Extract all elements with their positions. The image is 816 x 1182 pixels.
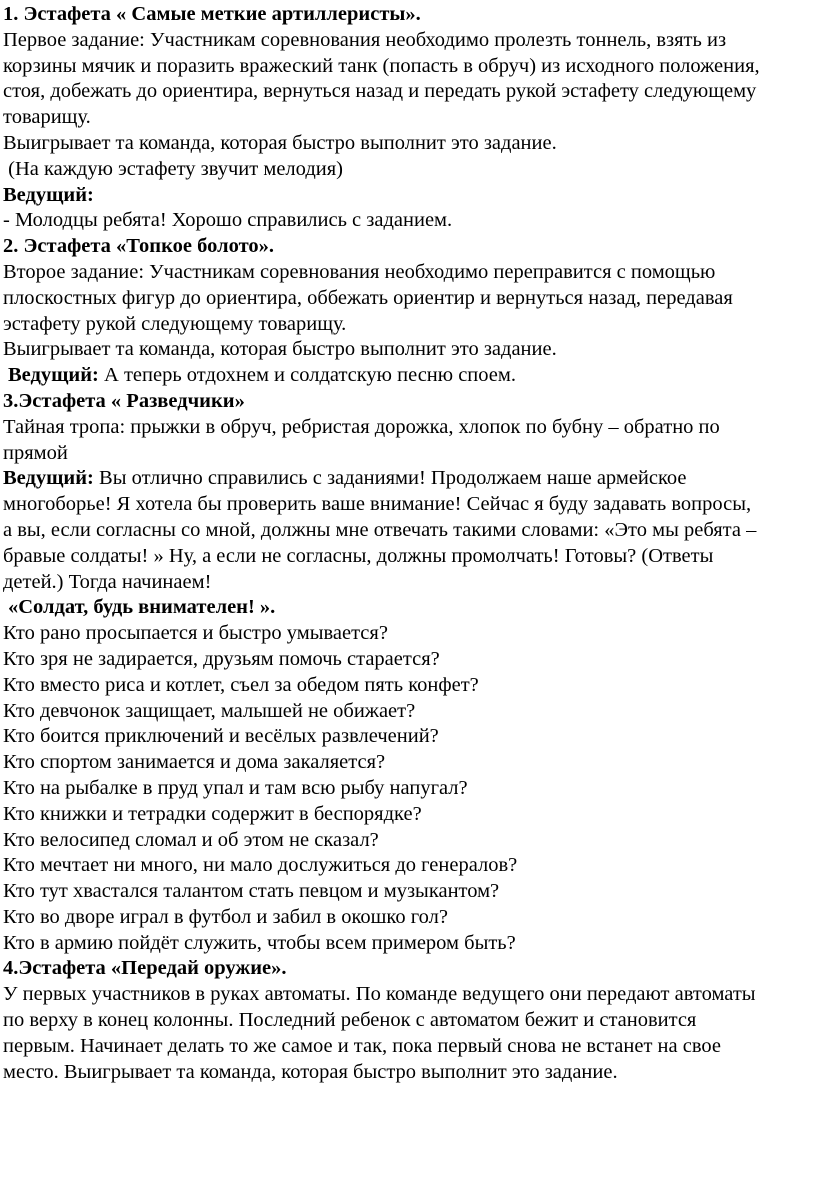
game-title: «Солдат, будь внимателен! ». (8, 596, 276, 619)
host-remark-line: детей.) Тогда начинаем! (3, 570, 212, 593)
relay-2-text-line: эстафету рукой следующему товарищу. (3, 312, 347, 335)
question-line: Кто велосипед сломал и об этом не сказал? (3, 828, 379, 851)
relay-1-text-line: стоя, добежать до ориентира, вернуться назад и передать рукой эстафету следующему (3, 80, 757, 103)
relay-4-title: 4.Эстафета «Передай оружие». (3, 957, 287, 980)
question-line: Кто боится приключений и весёлых развлечений? (3, 725, 439, 748)
question-line: Кто в армию пойдёт служить, чтобы всем примером быть? (3, 931, 516, 954)
host-remark-line: бравые солдаты! » Ну, а если не согласны, должны промолчать! Готовы? (Ответы (3, 544, 714, 567)
relay-2-text-line: Второе задание: Участникам соревнования необходимо переправится с помощью (3, 260, 716, 283)
question-line: Кто рано просыпается и быстро умывается? (3, 622, 388, 645)
relay-3-text-line: Тайная тропа: прыжки в обруч, ребристая дорожка, хлопок по бубну – обратно по (3, 415, 720, 438)
question-line: Кто на рыбалке в пруд упал и там всю рыбу напугал? (3, 776, 468, 799)
relay-4-text-line: место. Выигрывает та команда, которая быстро выполнит это задание. (3, 1060, 618, 1083)
relay-3-title: 3.Эстафета « Разведчики» (3, 389, 245, 412)
question-line: Кто зря не задирается, друзьям помочь старается? (3, 647, 440, 670)
host-remark-line (0, 363, 816, 389)
host-label: Ведущий: (3, 467, 94, 490)
relay-2-text-line: плоскостных фигур до ориентира, оббежать ориентир и вернуться назад, передавая (3, 286, 733, 309)
host-remark: Вы отлично справились с заданиями! Продолжаем наше армейское (93, 467, 687, 490)
relay-1-text-line: товарищу. (3, 106, 91, 129)
relay-2-text-line: Выигрывает та команда, которая быстро выполнит это задание. (3, 338, 557, 361)
relay-1-title: 1. Эстафета « Самые меткие артиллеристы». (3, 3, 421, 25)
relay-1-text-line: (На каждую эстафету звучит мелодия) (3, 157, 343, 180)
question-line: Кто спортом занимается и дома закаляется? (3, 751, 386, 774)
relay-1-text-line: Выигрывает та команда, которая быстро выполнит это задание. (3, 131, 557, 154)
relay-1-text-line: Первое задание: Участникам соревнования необходимо пролезть тоннель, взять из (3, 28, 727, 51)
relay-4-text-line: по верху в конец колонны. Последний ребенок с автоматом бежит и становится (3, 1009, 697, 1032)
question-line: Кто вместо риса и котлет, съел за обедом пять конфет? (3, 673, 479, 696)
question-line: Кто девчонок защищает, малышей не обижает? (3, 699, 416, 722)
host-remark: - Молодцы ребята! Хорошо справились с заданием. (3, 209, 453, 232)
relay-3-text-line: прямой (3, 441, 68, 464)
host-remark-line: многоборье! Я хотела бы проверить ваше внимание! Сейчас я буду задавать вопросы, (3, 493, 752, 516)
relay-1-text-line: корзины мячик и поразить вражеский танк (попасть в обруч) из исходного положения, (3, 54, 760, 77)
host-label: Ведущий: (3, 183, 94, 206)
relay-4-text-line: первым. Начинает делать то же самое и так, пока первый снова не встанет на свое (3, 1034, 721, 1057)
host-label: Ведущий: (8, 364, 99, 387)
question-line: Кто во дворе играл в футбол и забил в окошко гол? (3, 905, 448, 928)
host-remark-line (0, 466, 816, 492)
question-line: Кто мечтает ни много, ни мало дослужиться до генералов? (3, 854, 518, 877)
relay-2-title: 2. Эстафета «Топкое болото». (3, 235, 274, 258)
host-remark: А теперь отдохнем и солдатскую песню споем. (98, 364, 516, 387)
question-line: Кто тут хвастался талантом стать певцом и музыкантом? (3, 880, 500, 903)
question-line: Кто книжки и тетрадки содержит в беспорядке? (3, 802, 422, 825)
host-remark-line: а вы, если согласны со мной, должны мне отвечать такими словами: «Это мы ребята – (3, 518, 757, 541)
relay-4-text-line: У первых участников в руках автоматы. По команде ведущего они передают автоматы (3, 983, 756, 1006)
